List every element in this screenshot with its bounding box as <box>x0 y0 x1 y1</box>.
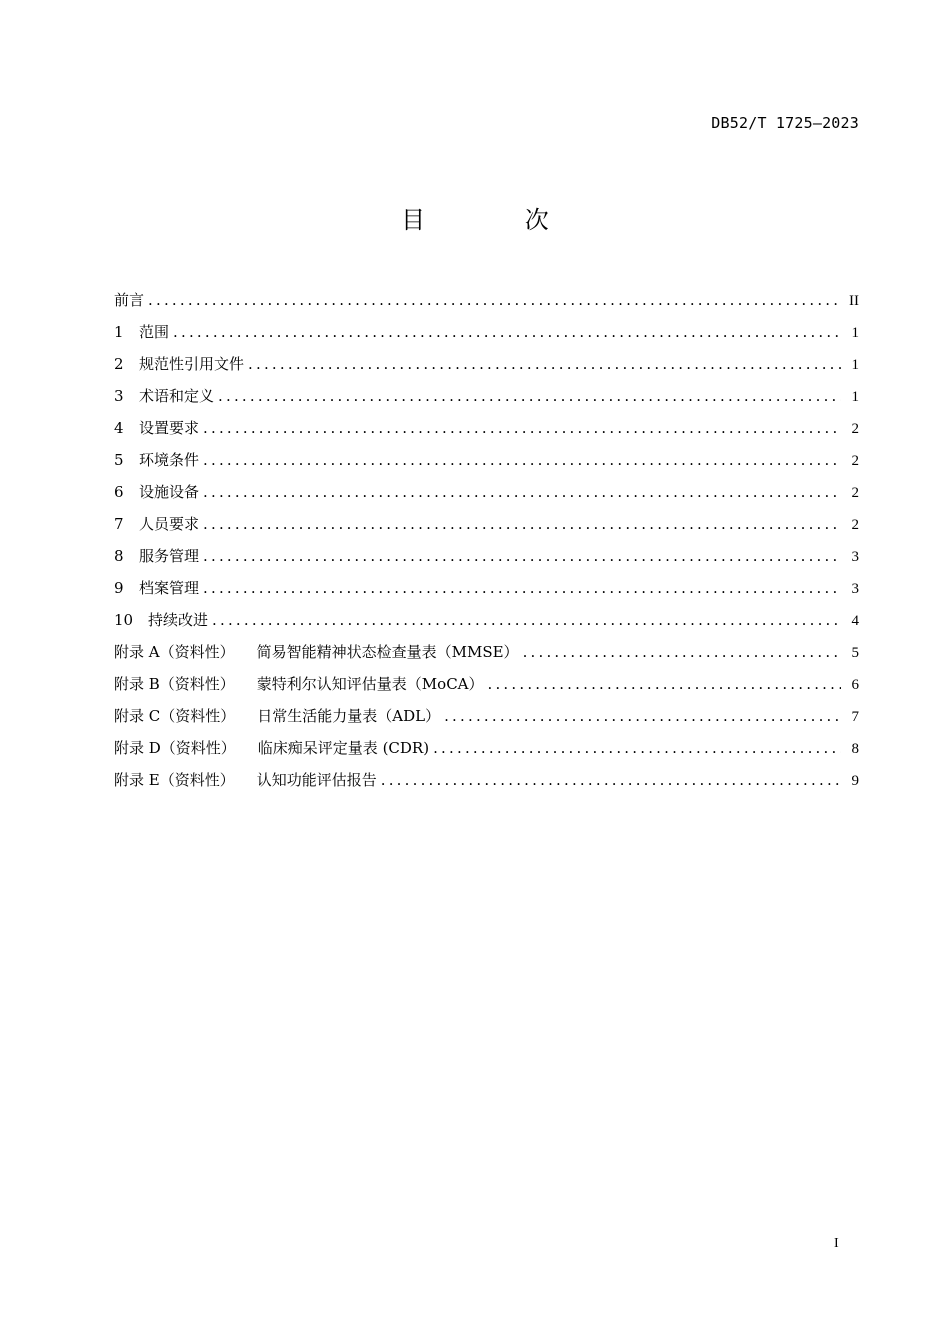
toc-entry-page: 2 <box>851 485 859 501</box>
toc-entry-label <box>114 700 440 732</box>
toc-entry-page: 3 <box>851 549 859 565</box>
toc-entry-title: 人员要求 <box>139 515 200 533</box>
toc-entry-label <box>114 572 199 604</box>
toc-entry-label <box>114 316 169 348</box>
toc-entry-title: 环境条件 <box>139 451 200 469</box>
toc-entry-page: 8 <box>851 741 859 757</box>
toc-appendix-prefix: 附录 E（资料性） <box>114 771 235 789</box>
toc-leader-dots <box>433 732 841 764</box>
toc-entry-section-3[interactable] <box>114 380 859 412</box>
toc-entry-title: 蒙特利尔认知评估量表（MoCA） <box>256 675 484 693</box>
toc-entry-label <box>114 668 484 700</box>
toc-entry-number: 7 <box>114 515 124 533</box>
page-number: I <box>834 1236 839 1251</box>
toc-entry-number: 6 <box>114 483 124 501</box>
toc-leader-dots <box>444 700 841 732</box>
toc-entry-label <box>114 348 244 380</box>
standard-number: DB52/T 1725—2023 <box>711 114 859 132</box>
toc-leader-dots <box>148 284 841 316</box>
toc-entry-label <box>114 764 377 796</box>
toc-leader-dots <box>203 508 841 540</box>
toc-entry-section-9[interactable] <box>114 572 859 604</box>
toc-leader-dots <box>203 540 841 572</box>
toc-entry-title: 设置要求 <box>139 419 200 437</box>
toc-leader-dots <box>218 380 841 412</box>
toc-entry-title: 服务管理 <box>139 547 200 565</box>
toc-entry-number: 8 <box>114 547 124 565</box>
toc-entry-page: 3 <box>851 581 859 597</box>
table-of-contents <box>114 284 859 796</box>
toc-entry-page: 1 <box>851 325 859 341</box>
toc-entry-label <box>114 508 199 540</box>
toc-entry-title: 简易智能精神状态检查量表（MMSE） <box>256 643 519 661</box>
toc-appendix-prefix: 附录 A（资料性） <box>114 643 235 661</box>
toc-entry-section-6[interactable] <box>114 476 859 508</box>
toc-entry-number: 10 <box>114 611 134 629</box>
toc-entry-label <box>114 380 214 412</box>
toc-entry-page: 2 <box>851 517 859 533</box>
toc-entry-section-8[interactable] <box>114 540 859 572</box>
toc-entry-preface[interactable] <box>114 284 859 316</box>
toc-entry-number: 5 <box>114 451 124 469</box>
toc-entry-title: 临床痴呆评定量表 (CDR) <box>257 739 430 757</box>
toc-entry-page: 2 <box>851 421 859 437</box>
toc-leader-dots <box>203 444 841 476</box>
toc-leader-dots <box>203 412 841 444</box>
toc-entry-number: 1 <box>114 323 124 341</box>
toc-entry-title: 认知功能评估报告 <box>256 771 377 789</box>
toc-entry-page: 5 <box>851 645 859 661</box>
toc-entry-page: 1 <box>851 389 859 405</box>
toc-entry-section-5[interactable] <box>114 444 859 476</box>
toc-entry-appendix-b[interactable] <box>114 668 859 700</box>
toc-leader-dots <box>248 348 841 380</box>
toc-entry-title: 术语和定义 <box>139 387 215 405</box>
toc-entry-number: 9 <box>114 579 124 597</box>
toc-entry-appendix-d[interactable] <box>114 732 859 764</box>
toc-entry-section-10[interactable] <box>114 604 859 636</box>
toc-entry-page: 6 <box>851 677 859 693</box>
toc-entry-section-1[interactable] <box>114 316 859 348</box>
toc-entry-label <box>114 412 199 444</box>
toc-entry-appendix-e[interactable] <box>114 764 859 796</box>
toc-entry-page: II <box>849 293 859 309</box>
toc-entry-label: 前言 <box>114 291 145 309</box>
toc-entry-title: 范围 <box>139 323 170 341</box>
toc-appendix-prefix: 附录 D（资料性） <box>114 739 236 757</box>
toc-entry-appendix-c[interactable] <box>114 700 859 732</box>
toc-leader-dots <box>203 476 841 508</box>
toc-entry-title: 设施设备 <box>139 483 200 501</box>
toc-leader-dots <box>203 572 841 604</box>
toc-entry-label <box>114 444 199 476</box>
toc-appendix-prefix: 附录 C（资料性） <box>114 707 236 725</box>
toc-entry-label <box>114 476 199 508</box>
toc-entry-title: 日常生活能力量表（ADL） <box>257 707 441 725</box>
toc-entry-title: 档案管理 <box>139 579 200 597</box>
toc-leader-dots <box>381 764 841 796</box>
toc-entry-title: 规范性引用文件 <box>139 355 245 373</box>
toc-entry-number: 4 <box>114 419 124 437</box>
toc-entry-section-4[interactable] <box>114 412 859 444</box>
page-title: 目 次 <box>401 206 595 234</box>
toc-entry-page: 2 <box>851 453 859 469</box>
toc-entry-section-2[interactable] <box>114 348 859 380</box>
toc-entry-section-7[interactable] <box>114 508 859 540</box>
toc-entry-number: 3 <box>114 387 124 405</box>
toc-entry-appendix-a[interactable] <box>114 636 859 668</box>
toc-entry-page: 7 <box>851 709 859 725</box>
toc-entry-page: 4 <box>851 613 859 629</box>
toc-leader-dots <box>488 668 842 700</box>
toc-entry-title: 持续改进 <box>148 611 209 629</box>
toc-leader-dots <box>173 316 841 348</box>
toc-entry-label <box>114 732 429 764</box>
toc-entry-label <box>114 636 519 668</box>
toc-leader-dots <box>523 636 841 668</box>
toc-entry-number: 2 <box>114 355 124 373</box>
toc-entry-label <box>114 540 199 572</box>
toc-entry-label <box>114 604 208 636</box>
toc-entry-page: 9 <box>851 773 859 789</box>
toc-appendix-prefix: 附录 B（资料性） <box>114 675 235 693</box>
toc-entry-page: 1 <box>851 357 859 373</box>
toc-leader-dots <box>212 604 841 636</box>
